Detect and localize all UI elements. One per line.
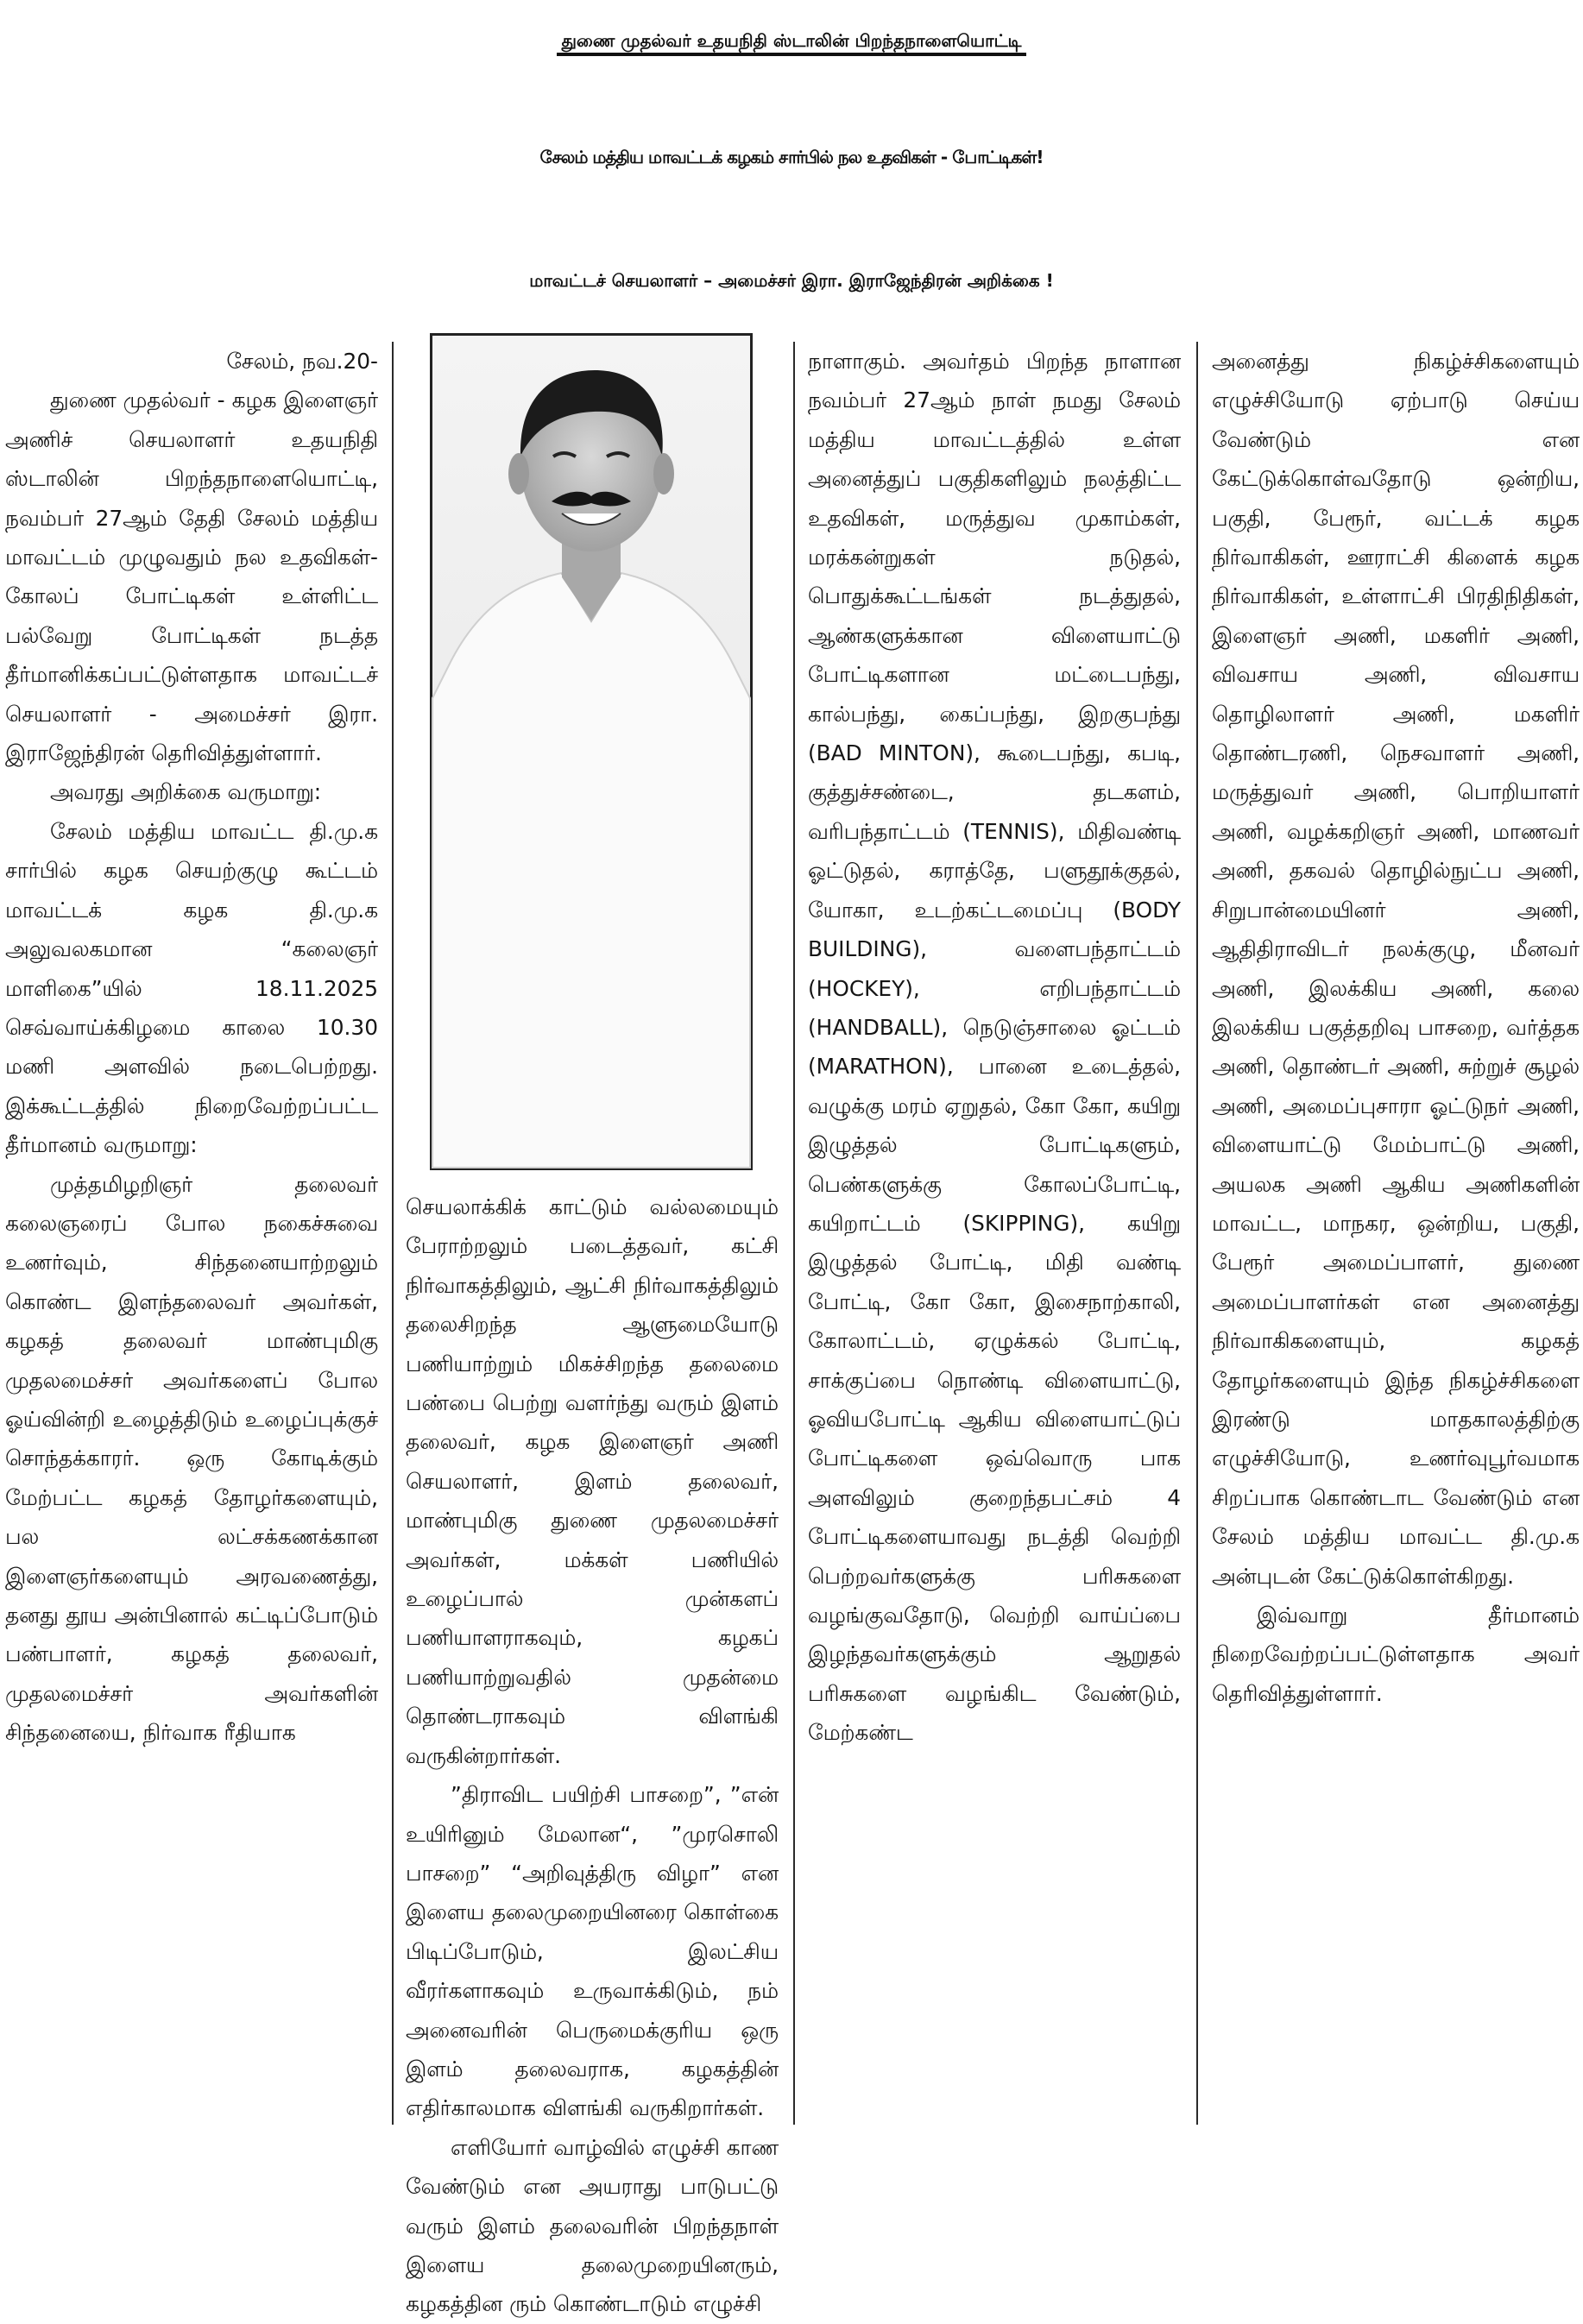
column-rule (1196, 342, 1198, 2125)
headline-kicker (0, 7, 1583, 74)
article-column-2 (406, 1187, 779, 2317)
article-column-1 (5, 342, 378, 2125)
headline-kicker-text: துணை முதல்வர் உதயநிதி ஸ்டாலின் பிறந்தநாளையொட்டி (557, 30, 1027, 56)
column-rule (392, 342, 394, 2125)
paragraph: அனைத்து நிகழ்ச்சிகளையும் எழுச்சியோடு ஏற்பாடு செய்ய வேண்டும் என கேட்டுக்கொள்வதோடு ஒன்றிய, பகுதி, பேரூர், வட்டக் கழக நிர்வாகிகள், ஊராட்சி கிளைக் கழக நிர்வாகிகள், உள்ளாட்சி பிரதிநிதிகள், இளைஞர் அணி, மகளிர் அணி, விவசாய அணி, விவசாய தொழிலாளர் அணி, மகளிர் தொண்டரணி, நெசவாளர் அணி, மருத்துவர் அணி, பொறியாளர் அணி, வழக்கறிஞர் அணி, மாணவர் அணி, தகவல் தொழில்நுட்ப அணி, சிறுபான்மையினர் அணி, ஆதிதிராவிடர் நலக்குழு, மீனவர் அணி, இலக்கிய அணி, கலை இலக்கிய பகுத்தறிவு பாசறை, வர்த்தக அணி, தொண்டர் அணி, சுற்றுச் சூழல் அணி, அமைப்புசாரா ஓட்டுநர் அணி, விளையாட்டு மேம்பாட்டு அணி, அயலக அணி ஆகிய அணிகளின் மாவட்ட, மாநகர, ஒன்றிய, பகுதி, பேரூர் அமைப்பாளர், துணை அமைப்பாளர்கள் என அனைத்து நிர்வாகிகளையும், கழகத் தோழர்களையும் இந்த நிகழ்ச்சிகளை இரண்டு மாதகாலத்திற்கு எழுச்சியோடு, உணர்வுபூர்வமாக சிறப்பாக கொண்டாட வேண்டும் என சேலம் மத்திய மாவட்ட தி.மு.க அன்புடன் கேட்டுக்கொள்கிறது. (1212, 349, 1580, 1589)
article-column-3 (808, 342, 1181, 2125)
column-rule (793, 342, 795, 2125)
paragraph: அவரது அறிக்கை வருமாறு: (50, 779, 322, 805)
paragraph: நாளாகும். அவர்தம் பிறந்த நாளான நவம்பர் 27ஆம் நாள் நமது சேலம் மத்திய மாவட்டத்தில் உள்ள அனைத்துப் பகுதிகளிலும் நலத்திட்ட உதவிகள், மருத்துவ முகாம்கள், மரக்கன்றுகள் நடுதல், பொதுக்கூட்டங்கள் நடத்துதல், ஆண்களுக்கான விளையாட்டு போட்டிகளான மட்டைபந்து, கால்பந்து, கைப்பந்து, இறகுபந்து (BAD MINTON), கூடைபந்து, கபடி, குத்துச்சண்டை, தடகளம், வரிபந்தாட்டம் (TENNIS), மிதிவண்டி ஓட்டுதல், கராத்தே, பளுதூக்குதல், யோகா, உடற்கட்டமைப்பு (BODY BUILDING), வளைபந்தாட்டம் (HOCKEY), எறிபந்தாட்டம் (HANDBALL), நெடுஞ்சாலை ஓட்டம் (MARATHON), பானை உடைத்தல், வழுக்கு மரம் ஏறுதல், கோ கோ, கயிறு இழுத்தல் போட்டிகளும், பெண்களுக்கு கோலப்போட்டி, கயிறாட்டம் (SKIPPING), கயிறு இழுத்தல் போட்டி, மிதி வண்டி போட்டி, கோ கோ, இசைநாற்காலி, கோலாட்டம், ஏழுக்கல் போட்டி, சாக்குப்பை நொண்டி விளையாட்டு, ஓவியபோட்டி ஆகிய விளையாட்டுப் போட்டிகளை ஒவ்வொரு பாக அளவிலும் குறைந்தபட்சம் 4 போட்டிகளையாவது நடத்தி வெற்றி பெற்றவர்களுக்கு பரிசுகளை வழங்குவதோடு, வெற்றி வாய்ப்பை இழந்தவர்களுக்கும் ஆறுதல் பரிசுகளை வழங்கிட வேண்டும், மேற்கண்ட (808, 349, 1181, 1746)
paragraph: ”திராவிட பயிற்சி பாசறை”, ”என் உயிரினும் மேலான“, ”முரசொலி பாசறை” “அறிவுத்திரு விழா” என இளைய தலைமுறையினரை கொள்கை பிடிப்போடும், இலட்சிய வீரர்களாகவும் உருவாக்கிடும், நம் அனைவரின் பெருமைக்குரிய ஒரு இளம் தலைவராக, கழகத்தின் எதிர்காலமாக விளங்கி வருகிறார்கள். (406, 1782, 779, 2121)
headline-main: சேலம் மத்திய மாவட்டக் கழகம் சார்பில் நல உதவிகள் - போட்டிகள்! (539, 147, 1044, 167)
paragraph: செயலாக்கிக் காட்டும் வல்லமையும் பேராற்றலும் படைத்தவர், கட்சி நிர்வாகத்திலும், ஆட்சி நிர்வாகத்திலும் தலைசிறந்த ஆளுமையோடு பணியாற்றும் மிகச்சிறந்த தலைமை பண்பை பெற்று வளர்ந்து வரும் இளம் தலைவர், கழக இளைஞர் அணி செயலாளர், இளம் தலைவர், மாண்புமிகு துணை முதலமைச்சர் அவர்கள், மக்கள் பணியில் உழைப்பால் முன்களப் பணியாளராகவும், கழகப் பணியாற்றுவதில் முதன்மை தொண்டராகவும் விளங்கி வருகின்றார்கள். (406, 1194, 779, 1768)
paragraph: சேலம் மத்திய மாவட்ட தி.மு.க சார்பில் கழக செயற்குழு கூட்டம் மாவட்டக் கழக தி.மு.க அலுவலகமான “கலைஞர் மாளிகை”யில் 18.11.2025 செவ்வாய்க்கிழமை காலை 10.30 மணி அளவில் நடைபெற்றது. இக்கூட்டத்தில் நிறைவேற்றப்பட்ட தீர்மானம் வருமாறு: (5, 818, 378, 1158)
paragraph: முத்தமிழறிஞர் தலைவர் கலைஞரைப் போல நகைச்சுவை உணர்வும், சிந்தனையாற்றலும் கொண்ட இளந்தலைவர் அவர்கள், கழகத் தலைவர் மாண்புமிகு முதலமைச்சர் அவர்களைப் போல ஓய்வின்றி உழைத்திடும் உழைப்புக்குச் சொந்தக்காரர். ஒரு கோடிக்கும் மேற்பட்ட கழகத் தோழர்களையும், பல லட்சக்கணக்கான இளைஞர்களையும் அரவணைத்து, தனது தூய அன்பினால் கட்டிப்போடும் பண்பாளர், கழகத் தலைவர், முதலமைச்சர் அவர்களின் சிந்தனையை, நிர்வாக ரீதியாக (5, 1171, 378, 1746)
portrait-photo (430, 333, 753, 1170)
article-column-4 (1212, 342, 1580, 2125)
paragraph: இவ்வாறு தீர்மானம் நிறைவேற்றப்பட்டுள்ளதாக அவர் தெரிவித்துள்ளார். (1212, 1603, 1580, 1706)
dateline: சேலம், நவ.20- (226, 349, 378, 374)
headline-sub: மாவட்டச் செயலாளர் – அமைச்சர் இரா. இராஜேந்திரன் அறிக்கை ! (529, 270, 1054, 291)
paragraph: துணை முதல்வர் - கழக இளைஞர் அணிச் செயலாளர் உதயநிதி ஸ்டாலின் பிறந்தநாளையொட்டி, நவம்பர் 27ஆம் தேதி சேலம் மத்திய மாவட்டம் முழுவதும் நல உதவிகள்-கோலப் போட்டிகள் உள்ளிட்ட பல்வேறு போட்டிகள் நடத்த தீர்மானிக்கப்பட்டுள்ளதாக மாவட்டச் செயலாளர் - அமைச்சர் இரா. இராஜேந்திரன் தெரிவித்துள்ளார். (5, 387, 378, 766)
paragraph: எளியோர் வாழ்வில் எழுச்சி காண வேண்டும் என அயராது பாடுபட்டு வரும் இளம் தலைவரின் பிறந்தநாள் இளைய தலைமுறையினரும், கழகத்தின ரும் கொண்டாடும் எழுச்சி (406, 2134, 779, 2317)
person-portrait-icon (432, 336, 750, 1168)
